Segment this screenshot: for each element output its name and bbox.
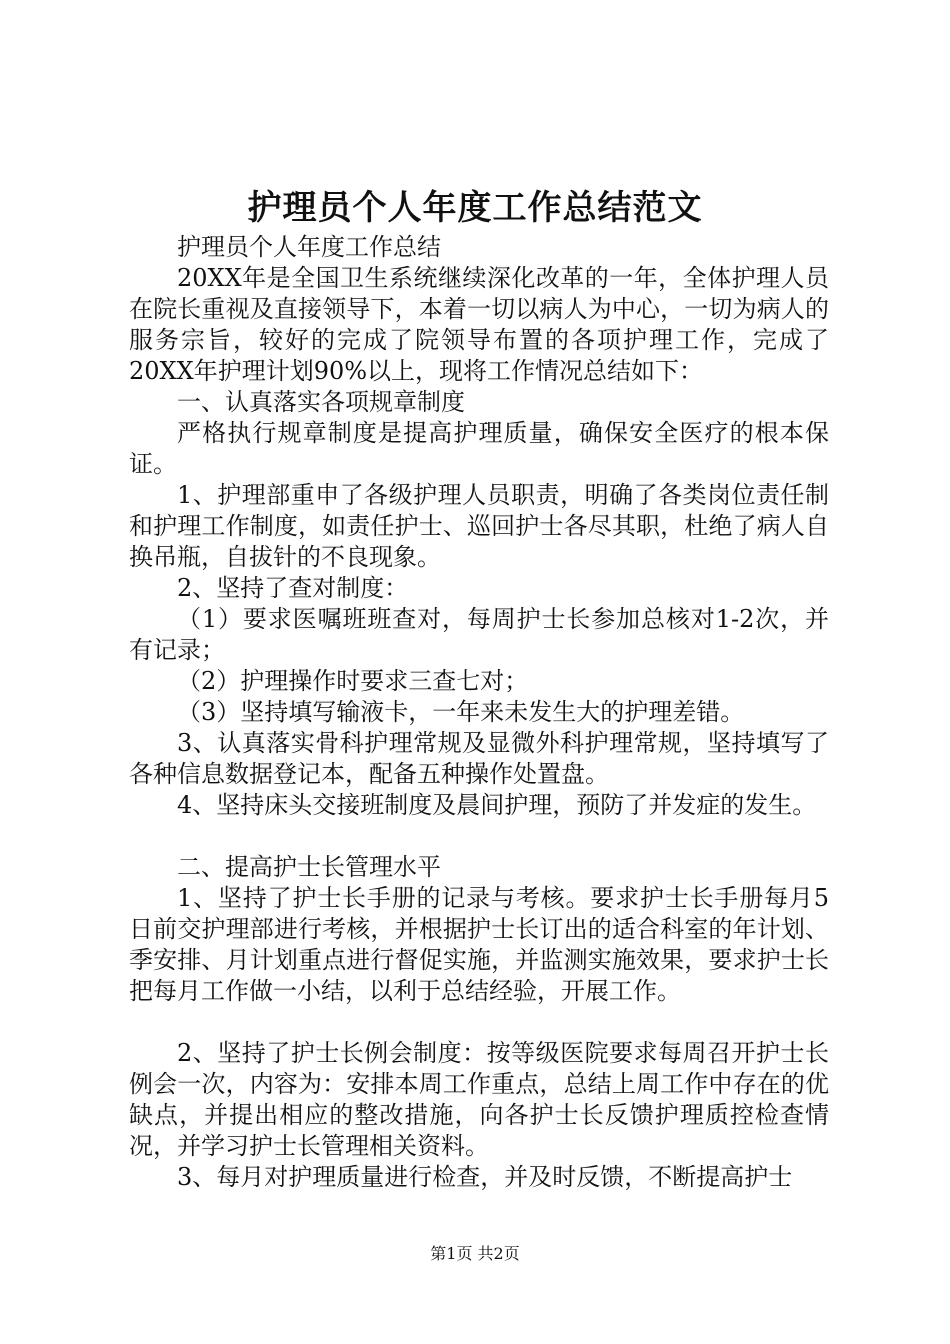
paragraph-subtitle: 护理员个人年度工作总结: [177, 233, 441, 261]
list-item: 2、坚持了护士长例会制度：按等级医院要求每周召开护士长例会一次，内容为：安排本周工作重点，总结上周工作中存在的优缺点，并提出相应的整改措施，向各护士长反馈护理质控检查情况，并学习护士长管理相关资料。: [129, 1039, 829, 1160]
list-item: 2、坚持了查对制度：: [177, 574, 409, 602]
sub-list-item: （1）要求医嘱班班查对，每周护士长参加总核对1-2次，并有记录；: [129, 605, 829, 664]
page-footer: 第1页 共2页: [430, 1244, 520, 1263]
sub-list-item: （2）护理操作时要求三查七对；: [177, 667, 529, 695]
list-item: 1、护理部重申了各级护理人员职责，明确了各类岗位责任制和护理工作制度，如责任护士、巡回护士各尽其职，杜绝了病人自换吊瓶，自拔针的不良现象。: [129, 481, 829, 571]
sub-list-item: （3）坚持填写输液卡，一年来未发生大的护理差错。: [177, 698, 745, 726]
document-title: 护理员个人年度工作总结范文: [247, 188, 703, 228]
list-item: 1、坚持了护士长手册的记录与考核。要求护士长手册每月5日前交护理部进行考核，并根据护士长订出的适合科室的年计划、季安排、月计划重点进行督促实施，并监测实施效果，要求护士长把每月工作做一小结，以利于总结经验，开展工作。: [129, 884, 829, 1005]
list-item: 3、每月对护理质量进行检查，并及时反馈，不断提高护士: [177, 1163, 793, 1191]
list-item: 3、认真落实骨科护理常规及显微外科护理常规，坚持填写了各种信息数据登记本，配备五种操作处置盘。: [129, 729, 829, 788]
document-body: [129, 232, 829, 1193]
list-item: 4、坚持床头交接班制度及晨间护理，预防了并发症的发生。: [177, 791, 817, 819]
paragraph: 严格执行规章制度是提高护理质量，确保安全医疗的根本保证。: [129, 419, 829, 478]
paragraph-intro: 20XX年是全国卫生系统继续深化改革的一年，全体护理人员在院长重视及直接领导下，本着一切以病人为中心，一切为病人的服务宗旨，较好的完成了院领导布置的各项护理工作，完成了20XX年护理计划90%以上，现将工作情况总结如下：: [129, 264, 829, 385]
section-heading-2: 二、提高护士长管理水平: [177, 853, 441, 881]
section-heading-1: 一、认真落实各项规章制度: [177, 388, 465, 416]
